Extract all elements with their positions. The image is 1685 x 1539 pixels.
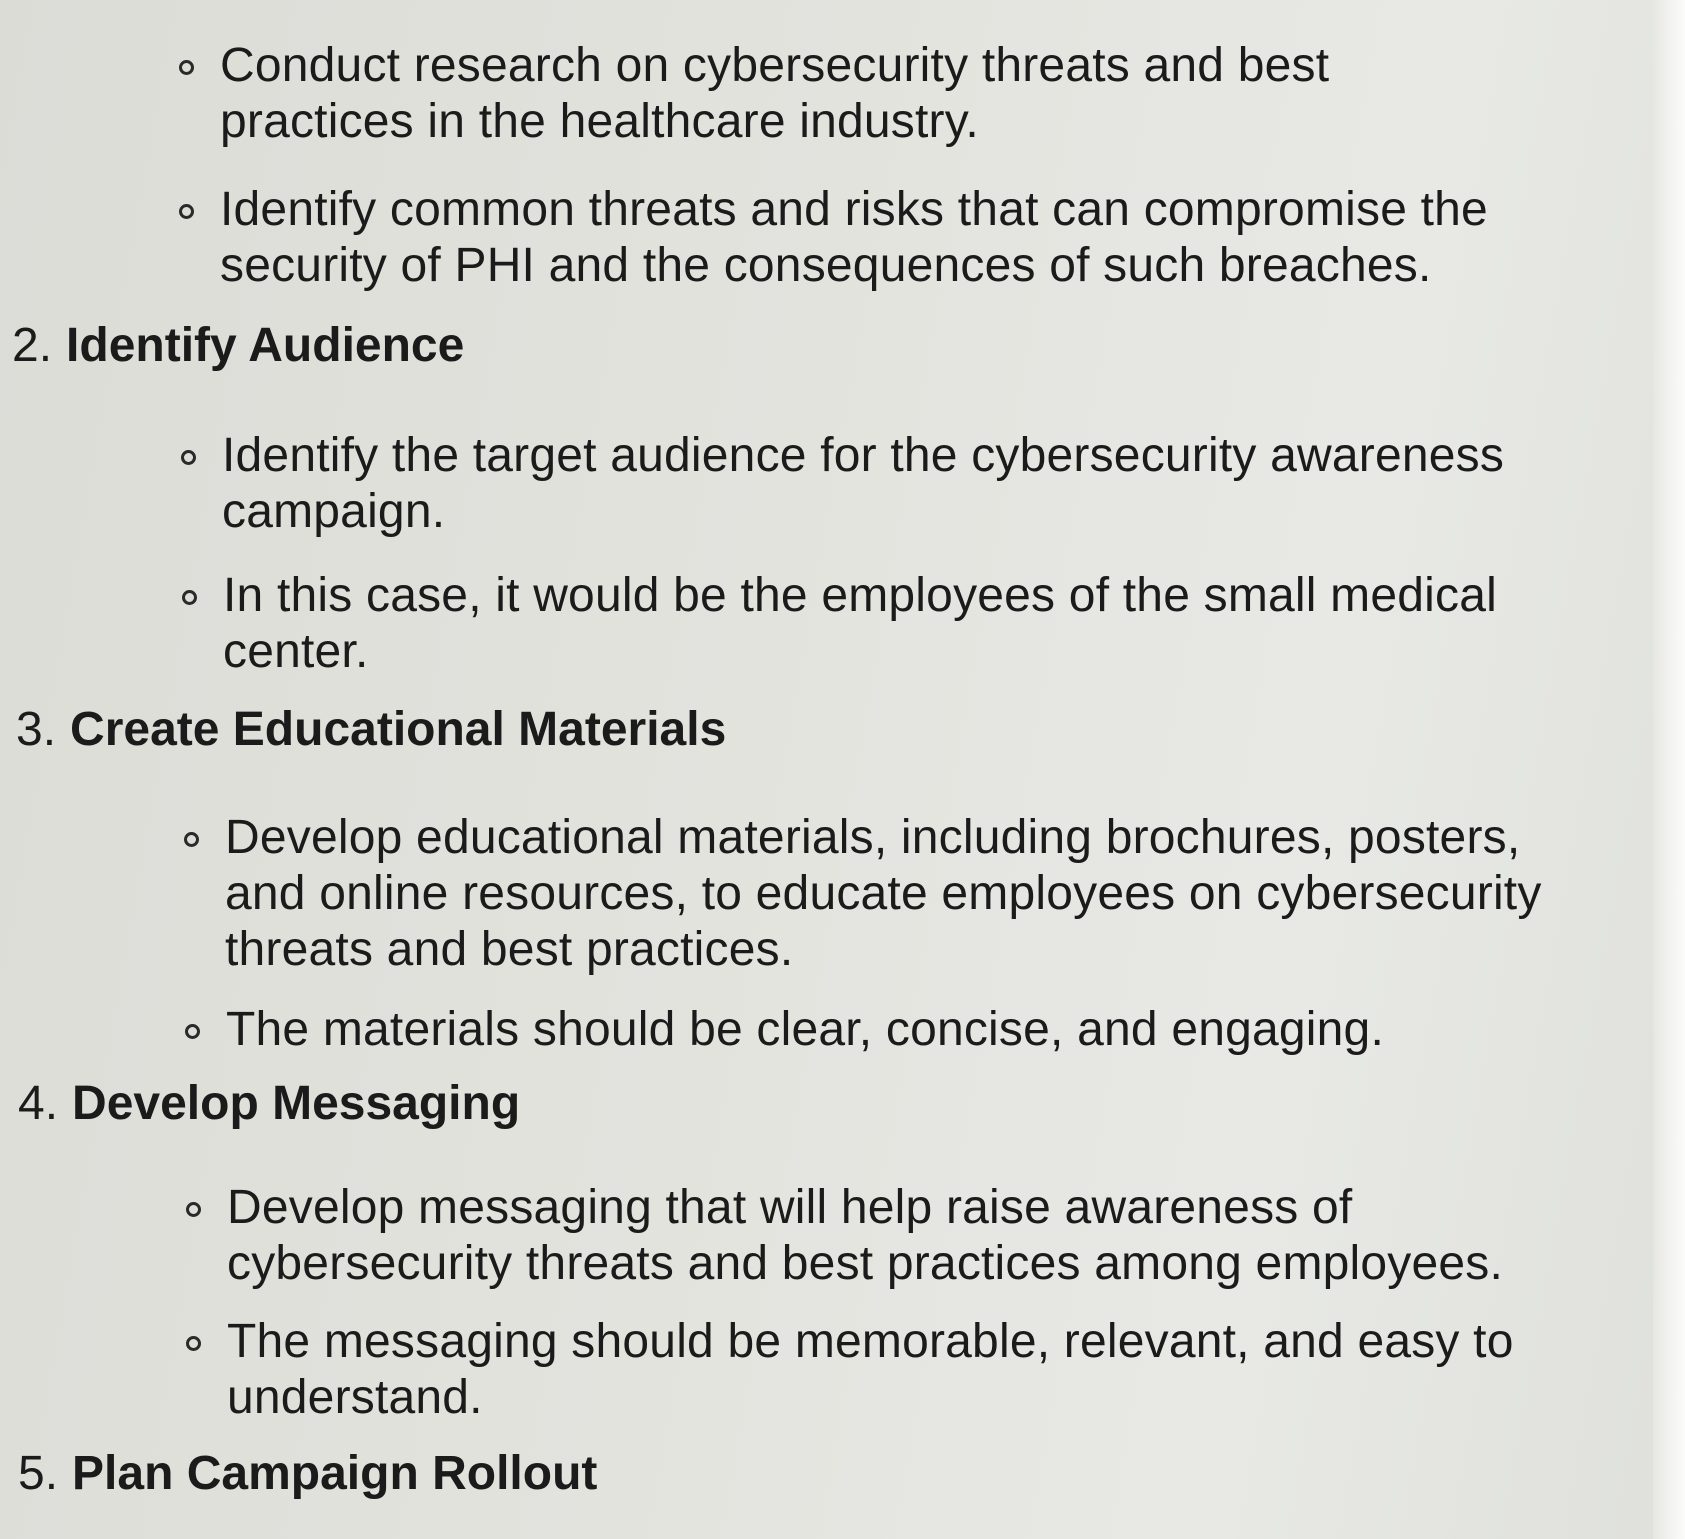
section-number: 3. [16, 703, 57, 756]
screen-edge [1653, 0, 1685, 1539]
circle-bullet-icon [181, 450, 196, 465]
circle-bullet-icon [186, 1202, 201, 1217]
circle-bullet-icon [179, 60, 194, 75]
circle-bullet-icon [185, 1024, 200, 1039]
list-item [220, 38, 1440, 150]
bullet-text: Identify the target audience for the cybersecurity awareness campaign. [222, 429, 1505, 538]
list-item [222, 428, 1572, 540]
section-heading [18, 1446, 597, 1502]
list-item [223, 568, 1563, 680]
section-number: 4. [18, 1077, 59, 1130]
list-item [225, 810, 1565, 978]
bullet-text: Develop educational materials, including brochures, posters, and online resources, to educate employees on cybersecurity threats and best practices. [225, 811, 1542, 976]
section-heading [12, 318, 464, 374]
section-title: Develop Messaging [72, 1077, 521, 1130]
circle-bullet-icon [182, 590, 197, 605]
bullet-text: In this case, it would be the employees of the small medical center. [223, 569, 1497, 678]
section-title: Plan Campaign Rollout [72, 1447, 598, 1500]
circle-bullet-icon [179, 204, 194, 219]
section-heading [16, 702, 726, 758]
bullet-text: The messaging should be memorable, relevant, and easy to understand. [227, 1315, 1514, 1424]
circle-bullet-icon [186, 1336, 201, 1351]
bullet-text: Identify common threats and risks that can compromise the security of PHI and the consequences of such breaches. [220, 183, 1488, 292]
bullet-text: Develop messaging that will help raise awareness of cybersecurity threats and best practices among employees. [227, 1181, 1504, 1290]
list-item [226, 1002, 1566, 1058]
circle-bullet-icon [184, 832, 199, 847]
section-title: Identify Audience [66, 319, 465, 372]
section-heading [18, 1076, 520, 1132]
bullet-text: Conduct research on cybersecurity threats and best practices in the healthcare industry. [220, 39, 1330, 148]
list-item [220, 182, 1560, 294]
section-number: 5. [18, 1447, 59, 1500]
section-title: Create Educational Materials [70, 703, 727, 756]
section-number: 2. [12, 319, 53, 372]
bullet-text: The materials should be clear, concise, and engaging. [226, 1003, 1384, 1056]
list-item [227, 1180, 1567, 1292]
list-item [227, 1314, 1567, 1426]
